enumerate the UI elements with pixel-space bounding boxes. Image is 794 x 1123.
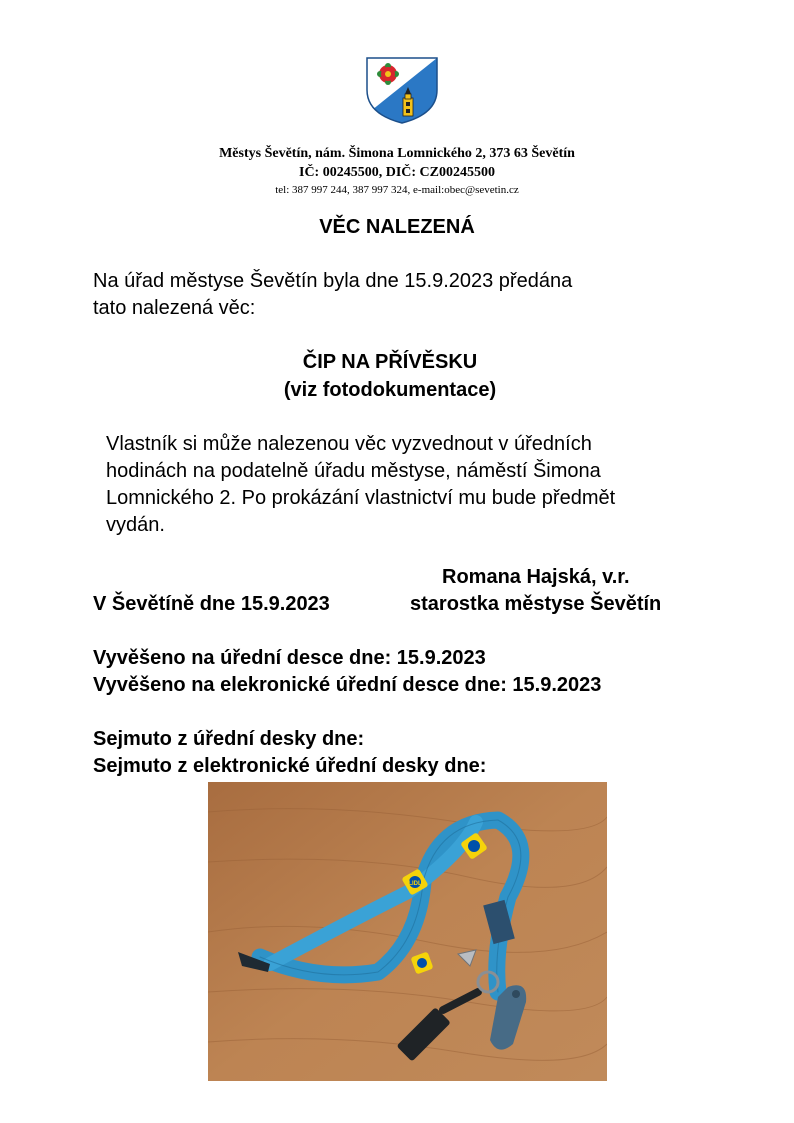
posted-electronic: Vyvěšeno na elekronické úřední desce dne: 15.9.2023 [93,674,602,696]
found-item [0,348,780,404]
header-address: Městys Ševětín, nám. Šimona Lomnického 2, 373 63 Ševětín [219,146,575,161]
removed-electronic: Sejmuto z elektronické úřední desky dne: [93,755,487,777]
pickup-line: vydán. [106,514,165,536]
signatory-name: Romana Hajská, v.r. [442,566,630,588]
pickup-line: hodinách na podatelně úřadu městyse, náměstí Šimona [106,460,601,482]
pickup-line: Lomnického 2. Po prokázání vlastnictví mu bude předmět [106,487,616,509]
found-item-name: ČIP NA PŘÍVĚSKU [302,351,478,373]
header-contact: tel: 387 997 244, 387 997 324, e-mail:obec@sevetin.cz [275,184,519,196]
header-ids: IČ: 00245500, DIČ: CZ00245500 [299,165,495,180]
brand-label-text: LIDL [408,881,422,887]
place-date: V Ševětíně dne 15.9.2023 [93,593,330,615]
intro-line: tato nalezená věc: [93,297,256,319]
page-title: VĚC NALEZENÁ [319,216,475,238]
pickup-paragraph [106,431,736,539]
found-item-note: (viz fotodokumentace) [283,379,497,401]
item-photo [208,782,607,1081]
removed-board: Sejmuto z úřední desky dne: [93,728,365,750]
intro-paragraph [93,268,713,322]
signatory-role: starostka městyse Ševětín [410,593,662,615]
coat-of-arms-logo [364,56,440,124]
posted-board: Vyvěšeno na úřední desce dne: 15.9.2023 [93,647,486,669]
pickup-line: Vlastník si může nalezenou věc vyzvednout v úředních [106,433,592,455]
intro-line: Na úřad městyse Ševětín byla dne 15.9.2023 předána [93,270,573,292]
